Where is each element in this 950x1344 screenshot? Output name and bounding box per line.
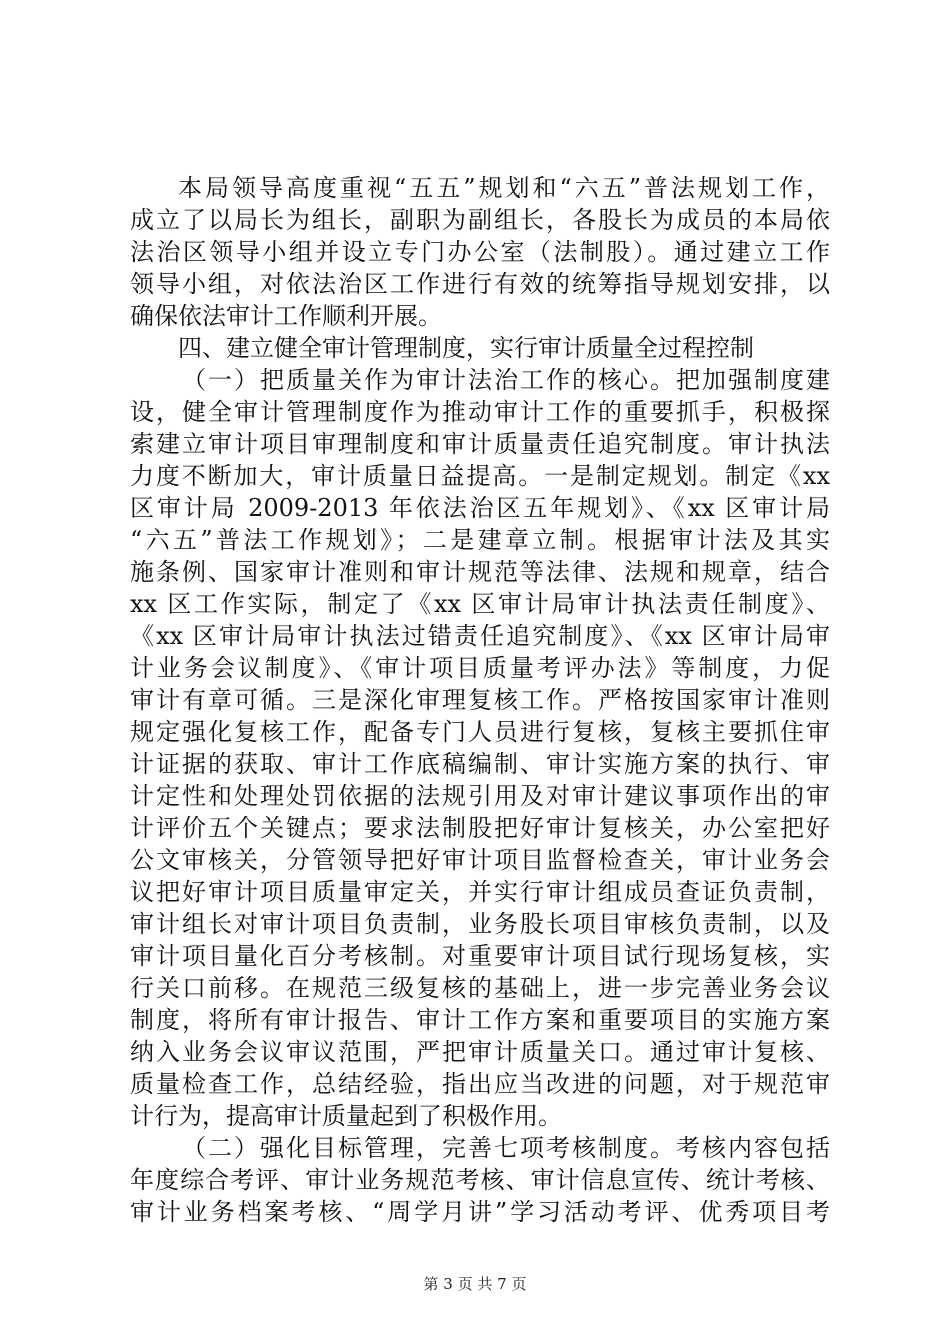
paragraph-line: 力度不断加大，审计质量日益提高。一是制定规划。制定《xx [130, 462, 830, 490]
paragraph-line: 审计组长对审计项目负责制，业务股长项目审核负责制，以及 [130, 910, 830, 938]
paragraph-line: 本局领导高度重视“五五”规划和“六五”普法规划工作， [178, 174, 830, 202]
document-body [130, 172, 830, 1228]
paragraph-line: （一）把质量关作为审计法治工作的核心。把加强制度建 [182, 366, 830, 394]
paragraph-line: 法治区领导小组并设立专门办公室（法制股）。通过建立工作 [130, 238, 830, 266]
paragraph-line: 计行为，提高审计质量起到了积极作用。 [130, 1102, 562, 1130]
paragraph-line: （二）强化目标管理，完善七项考核制度。考核内容包括 [182, 1134, 830, 1162]
paragraph-line: “六五”普法工作规划》；二是建章立制。根据审计法及其实 [130, 526, 830, 554]
page-number-footer: 第 3 页 共 7 页 [423, 1275, 527, 1293]
paragraph-line: 领导小组，对依法治区工作进行有效的统筹指导规划安排，以 [130, 270, 830, 298]
paragraph-line: 审计业务档案考核、“周学月讲”学习活动考评、优秀项目考 [130, 1198, 830, 1226]
paragraph-line: 计业务会议制度》、《审计项目质量考评办法》等制度，力促 [130, 654, 830, 682]
paragraph-line: 行关口前移。在规范三级复核的基础上，进一步完善业务会议 [130, 974, 830, 1002]
paragraph-line: 计定性和处理处罚依据的法规引用及对审计建议事项作出的审 [130, 782, 830, 810]
paragraph-line: 制度，将所有审计报告、审计工作方案和重要项目的实施方案 [130, 1006, 830, 1034]
paragraph-line: 计评价五个关键点；要求法制股把好审计复核关，办公室把好 [130, 814, 830, 842]
paragraph-line: xx 区工作实际，制定了《xx 区审计局审计执法责任制度》、 [130, 590, 830, 618]
paragraph-line: 施条例、国家审计准则和审计规范等法律、法规和规章，结合 [130, 558, 830, 586]
paragraph-line: 年度综合考评、审计业务规范考核、审计信息宣传、统计考核、 [130, 1166, 830, 1194]
paragraph-line: 质量检查工作，总结经验，指出应当改进的问题，对于规范审 [130, 1070, 830, 1098]
paragraph-line: 计证据的获取、审计工作底稿编制、审计实施方案的执行、审 [130, 750, 830, 778]
paragraph-line: 公文审核关，分管领导把好审计项目监督检查关，审计业务会 [130, 846, 830, 874]
paragraph-line: 成立了以局长为组长，副职为副组长，各股长为成员的本局依 [130, 206, 830, 234]
paragraph-line: 《xx 区审计局审计执法过错责任追究制度》、《xx 区审计局审 [130, 622, 830, 650]
paragraph-line: 索建立审计项目审理制度和审计质量责任追究制度。审计执法 [130, 430, 830, 458]
section-heading: 四、建立健全审计管理制度，实行审计质量全过程控制 [178, 334, 754, 362]
paragraph-line: 设，健全审计管理制度作为推动审计工作的重要抓手，积极探 [130, 398, 830, 426]
paragraph-line: 确保依法审计工作顺利开展。 [130, 302, 442, 330]
paragraph-line: 规定强化复核工作，配备专门人员进行复核，复核主要抓住审 [130, 718, 830, 746]
paragraph-line: 审计项目量化百分考核制。对重要审计项目试行现场复核，实 [130, 942, 830, 970]
paragraph-line: 纳入业务会议审议范围，严把审计质量关口。通过审计复核、 [130, 1038, 830, 1066]
paragraph-line: 区审计局 2009-2013 年依法治区五年规划》、《xx 区审计局 [130, 494, 830, 522]
paragraph-line: 审计有章可循。三是深化审理复核工作。严格按国家审计准则 [130, 686, 830, 714]
paragraph-line: 议把好审计项目质量审定关，并实行审计组成员查证负责制， [130, 878, 830, 906]
